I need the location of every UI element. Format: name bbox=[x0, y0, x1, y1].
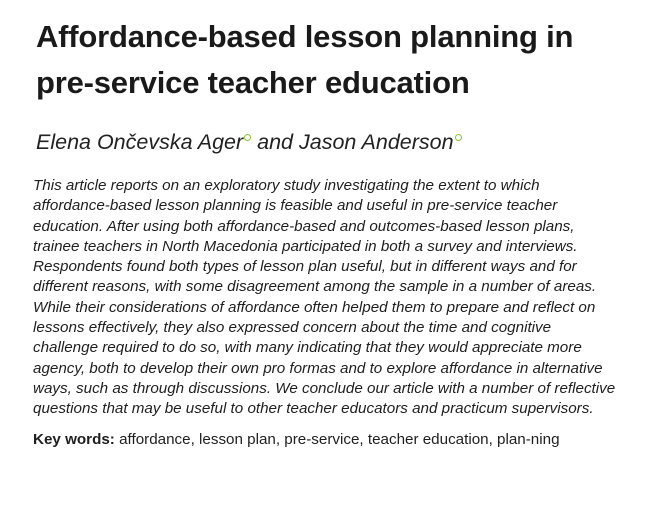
keywords-label: Key words: bbox=[33, 430, 115, 448]
author-joiner: and bbox=[251, 130, 299, 154]
article-title-line-2: pre-service teacher education bbox=[36, 65, 470, 100]
author-name: Jason Anderson bbox=[298, 130, 454, 154]
article-title-line-1: Affordance-based lesson planning in bbox=[36, 19, 574, 54]
keywords bbox=[33, 429, 599, 451]
keywords-list: affordance, lesson plan, pre-service, teacher education, plan-ning bbox=[114, 430, 560, 448]
article-header bbox=[33, 14, 626, 451]
author-name: Elena Ončevska Ager bbox=[36, 130, 244, 154]
abstract-text: This article reports on an exploratory study investigating the extent to which affordance-based lesson planning is feasible and useful in pre-service teacher education. After using both affordance-based and outcomes-based lesson plans, trainee teachers in North Macedonia participated in both a survey and interviews. Respondents found both types of lesson plan useful, but in different ways and for different reasons, with some disagreement among the sample in a number of areas. While their considerations of affordance often helped them to prepare and reflect on lessons effectively, they also expressed concern about the time and cognitive challenge required to do so, with many indicating that they would appreciate more agency, both to develop their own pro formas and to explore affordance in alternative ways, such as through discussions. We conclude our article with a number of reflective questions that may be useful to other teacher educators and practicum supervisors. bbox=[33, 177, 616, 418]
author-list bbox=[36, 128, 626, 156]
orcid-icon[interactable] bbox=[455, 134, 462, 141]
article-title bbox=[36, 14, 626, 106]
